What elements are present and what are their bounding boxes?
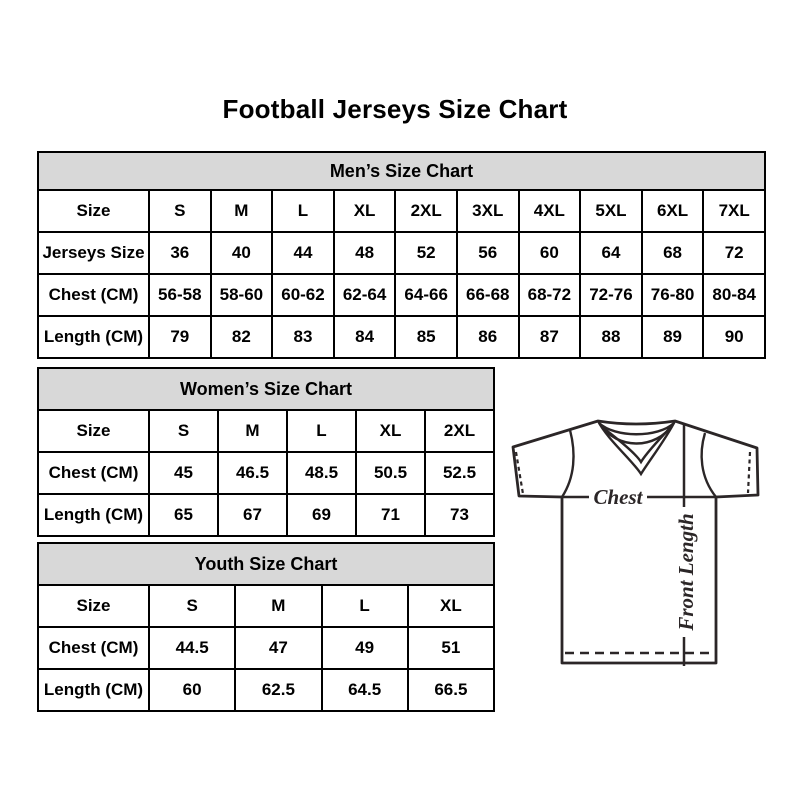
- cell-value: L: [287, 410, 356, 452]
- table-row: [38, 452, 494, 494]
- cell-value: 86: [457, 316, 519, 358]
- page-title: Football Jerseys Size Chart: [222, 94, 568, 124]
- table-row: [38, 316, 765, 358]
- cell-value: XL: [356, 410, 425, 452]
- cell-value: 6XL: [642, 190, 704, 232]
- table-row: [38, 494, 494, 536]
- table-row: [38, 410, 494, 452]
- cell-value: S: [149, 190, 211, 232]
- cell-value: 45: [149, 452, 218, 494]
- cell-value: 52: [395, 232, 457, 274]
- cell-value: 62.5: [235, 669, 321, 711]
- cell-value: 89: [642, 316, 704, 358]
- cell-value: 90: [703, 316, 765, 358]
- table-header-row: [38, 543, 494, 585]
- cell-value: 62-64: [334, 274, 396, 316]
- cell-value: 49: [322, 627, 408, 669]
- table-row: [38, 274, 765, 316]
- cell-value: 52.5: [425, 452, 494, 494]
- cell-value: 7XL: [703, 190, 765, 232]
- cell-value: 46.5: [218, 452, 287, 494]
- cell-value: 83: [272, 316, 334, 358]
- cell-value: 50.5: [356, 452, 425, 494]
- cell-value: 48: [334, 232, 396, 274]
- cell-value: 87: [519, 316, 581, 358]
- table-header-row: [38, 152, 765, 190]
- cell-value: 51: [408, 627, 494, 669]
- cell-value: M: [218, 410, 287, 452]
- table-row: [38, 190, 765, 232]
- women-table-title: Women’s Size Chart: [38, 368, 494, 410]
- cell-value: L: [322, 585, 408, 627]
- cell-value: 79: [149, 316, 211, 358]
- cell-value: 76-80: [642, 274, 704, 316]
- cell-value: 64-66: [395, 274, 457, 316]
- cell-value: 73: [425, 494, 494, 536]
- cell-value: 80-84: [703, 274, 765, 316]
- men-table-title: Men’s Size Chart: [38, 152, 765, 190]
- row-label: Chest (CM): [38, 274, 149, 316]
- youth-table-title: Youth Size Chart: [38, 543, 494, 585]
- cell-value: 65: [149, 494, 218, 536]
- cell-value: 44: [272, 232, 334, 274]
- cell-value: 60-62: [272, 274, 334, 316]
- cell-value: L: [272, 190, 334, 232]
- cell-value: 4XL: [519, 190, 581, 232]
- jersey-outline-shape: [513, 421, 758, 663]
- cell-value: M: [211, 190, 273, 232]
- cell-value: 56-58: [149, 274, 211, 316]
- cell-value: S: [149, 410, 218, 452]
- cell-value: 66.5: [408, 669, 494, 711]
- cell-value: XL: [408, 585, 494, 627]
- table-row: [38, 585, 494, 627]
- cell-value: 58-60: [211, 274, 273, 316]
- cell-value: 69: [287, 494, 356, 536]
- row-label: Chest (CM): [38, 627, 149, 669]
- row-label: Size: [38, 410, 149, 452]
- row-label: Chest (CM): [38, 452, 149, 494]
- jersey-measurement-diagram: [505, 405, 775, 675]
- cell-value: S: [149, 585, 235, 627]
- row-label: Length (CM): [38, 494, 149, 536]
- cell-value: 72-76: [580, 274, 642, 316]
- row-label: Size: [38, 585, 149, 627]
- cell-value: 40: [211, 232, 273, 274]
- cell-value: 3XL: [457, 190, 519, 232]
- cell-value: M: [235, 585, 321, 627]
- cell-value: 64.5: [322, 669, 408, 711]
- cell-value: 82: [211, 316, 273, 358]
- cell-value: 68-72: [519, 274, 581, 316]
- row-label: Size: [38, 190, 149, 232]
- chest-label: Chest: [593, 485, 643, 509]
- cell-value: 85: [395, 316, 457, 358]
- cell-value: XL: [334, 190, 396, 232]
- cell-value: 36: [149, 232, 211, 274]
- row-label: Jerseys Size: [38, 232, 149, 274]
- front-length-label: Front Length: [674, 513, 698, 631]
- cell-value: 66-68: [457, 274, 519, 316]
- row-label: Length (CM): [38, 669, 149, 711]
- cell-value: 71: [356, 494, 425, 536]
- cell-value: 5XL: [580, 190, 642, 232]
- table-row: [38, 232, 765, 274]
- youth-size-table: [37, 542, 495, 712]
- table-row: [38, 669, 494, 711]
- cell-value: 88: [580, 316, 642, 358]
- cell-value: 44.5: [149, 627, 235, 669]
- cell-value: 67: [218, 494, 287, 536]
- cell-value: 84: [334, 316, 396, 358]
- cell-value: 2XL: [395, 190, 457, 232]
- cell-value: 48.5: [287, 452, 356, 494]
- row-label: Length (CM): [38, 316, 149, 358]
- cell-value: 64: [580, 232, 642, 274]
- cell-value: 56: [457, 232, 519, 274]
- cell-value: 60: [149, 669, 235, 711]
- cell-value: 2XL: [425, 410, 494, 452]
- cell-value: 47: [235, 627, 321, 669]
- cell-value: 60: [519, 232, 581, 274]
- table-header-row: [38, 368, 494, 410]
- cell-value: 72: [703, 232, 765, 274]
- mens-size-table: [37, 151, 766, 359]
- womens-size-table: [37, 367, 495, 537]
- table-row: [38, 627, 494, 669]
- cell-value: 68: [642, 232, 704, 274]
